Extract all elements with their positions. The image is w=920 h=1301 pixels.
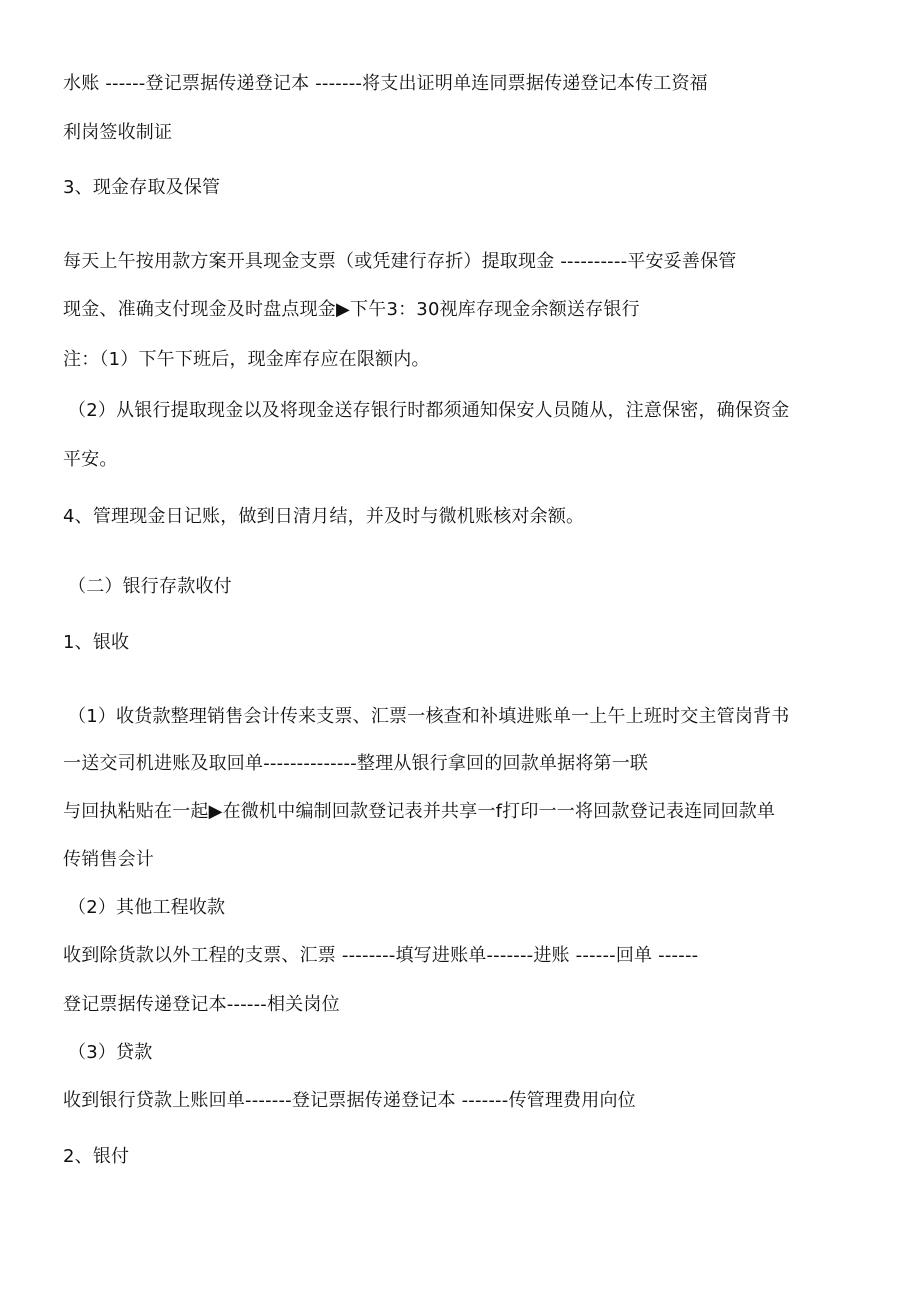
section-heading-bank-deposit: （二）银行存款收付 <box>68 576 232 597</box>
subheading-loan: （3）贷款 <box>68 1042 153 1063</box>
text-line-12: （1）收货款整理销售会计传来支票、汇票一核查和补填进账单一上午上班时交主管岗背书 <box>68 706 790 727</box>
text-line-18: 登记票据传递登记本------相关岗位 <box>63 994 340 1015</box>
text-line-13: 一送交司机进账及取回单--------------整理从银行拿回的回款单据将第一联 <box>63 753 649 774</box>
subheading-other-income: （2）其他工程收款 <box>68 897 226 918</box>
section-heading-cash-journal: 4、管理现金日记账，做到日清月结，并及时与微机账核对余额。 <box>63 506 585 527</box>
text-line-2: 利岗签收制证 <box>63 122 173 143</box>
text-line-15: 传销售会计 <box>63 849 154 870</box>
text-line-1: 水账 ------登记票据传递登记本 -------将支出证明单连同票据传递登记本传工资福 <box>63 73 708 94</box>
text-line-20: 收到银行贷款上账回单-------登记票据传递登记本 -------传管理费用向位 <box>63 1090 636 1111</box>
text-line-4: 每天上午按用款方案开具现金支票（或凭建行存折）提取现金 ----------平安妥善保管 <box>63 251 737 272</box>
section-heading-cash-storage: 3、现金存取及保管 <box>63 177 221 198</box>
note-line-1: 注：（1）下午下班后，现金库存应在限额内。 <box>63 349 430 370</box>
subheading-bank-payment: 2、银付 <box>63 1146 130 1167</box>
text-line-14: 与回执粘贴在一起▶在微机中编制回款登记表并共享一f打印一一将回款登记表连同回款单 <box>63 801 776 822</box>
text-line-17: 收到除货款以外工程的支票、汇票 --------填写进账单-------进账 ------回单 ------ <box>63 945 699 966</box>
subheading-bank-receipt: 1、银收 <box>63 632 130 653</box>
note-line-2: （2）从银行提取现金以及将现金送存银行时都须通知保安人员随从，注意保密，确保资金 <box>68 400 790 421</box>
text-line-5: 现金、准确支付现金及时盘点现金▶下午3：30视库存现金余额送存银行 <box>63 299 640 320</box>
text-line-8: 平安。 <box>63 449 118 470</box>
